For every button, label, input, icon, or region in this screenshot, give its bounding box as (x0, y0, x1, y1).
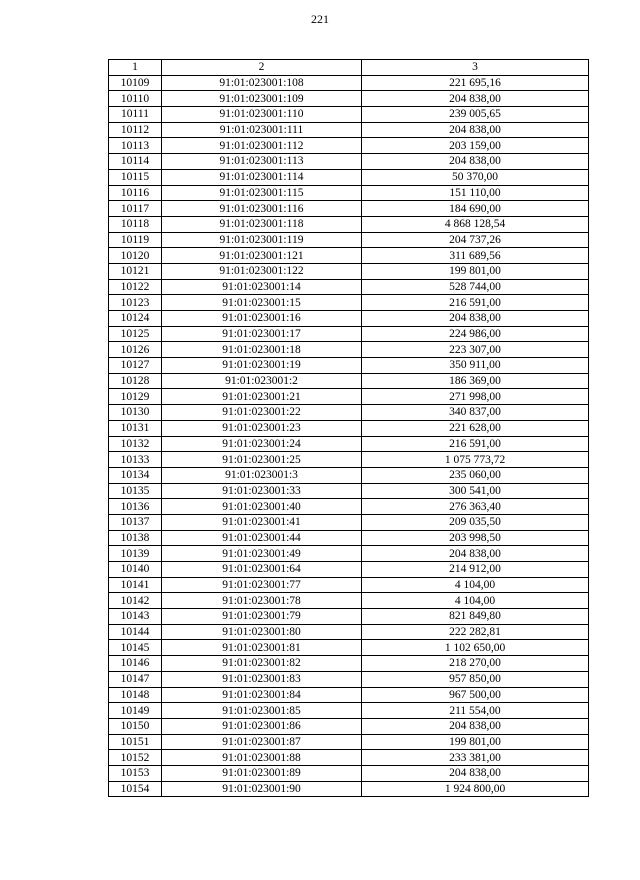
value-cell: 216 591,00 (362, 436, 589, 452)
cadastral-number-cell: 91:01:023001:88 (162, 750, 362, 766)
table-row (109, 122, 589, 138)
table-row (109, 248, 589, 264)
cadastral-number-cell: 91:01:023001:24 (162, 436, 362, 452)
value-cell: 239 005,65 (362, 107, 589, 123)
row-number-cell: 10133 (109, 452, 162, 468)
table-row (109, 75, 589, 91)
row-number-cell: 10137 (109, 514, 162, 530)
cadastral-number-cell: 91:01:023001:2 (162, 373, 362, 389)
value-cell: 271 998,00 (362, 389, 589, 405)
row-number-cell: 10135 (109, 483, 162, 499)
cadastral-number-cell: 91:01:023001:87 (162, 734, 362, 750)
row-number-cell: 10120 (109, 248, 162, 264)
cadastral-number-cell: 91:01:023001:85 (162, 703, 362, 719)
table-row (109, 91, 589, 107)
table-row (109, 514, 589, 530)
row-number-cell: 10123 (109, 295, 162, 311)
value-cell: 233 381,00 (362, 750, 589, 766)
registry-table (108, 59, 589, 797)
cadastral-number-cell: 91:01:023001:44 (162, 530, 362, 546)
value-cell: 204 838,00 (362, 122, 589, 138)
table-row (109, 185, 589, 201)
row-number-cell: 10119 (109, 232, 162, 248)
cadastral-number-cell: 91:01:023001:108 (162, 75, 362, 91)
value-cell: 151 110,00 (362, 185, 589, 201)
row-number-cell: 10124 (109, 311, 162, 327)
value-cell: 204 838,00 (362, 546, 589, 562)
value-cell: 967 500,00 (362, 687, 589, 703)
row-number-cell: 10150 (109, 718, 162, 734)
cadastral-number-cell: 91:01:023001:115 (162, 185, 362, 201)
row-number-cell: 10109 (109, 75, 162, 91)
value-cell: 203 998,50 (362, 530, 589, 546)
column-header-2: 2 (162, 60, 362, 76)
table-row (109, 499, 589, 515)
value-cell: 204 838,00 (362, 765, 589, 781)
cadastral-number-cell: 91:01:023001:114 (162, 169, 362, 185)
cadastral-number-cell: 91:01:023001:17 (162, 326, 362, 342)
table-row (109, 263, 589, 279)
value-cell: 4 104,00 (362, 577, 589, 593)
cadastral-number-cell: 91:01:023001:119 (162, 232, 362, 248)
cadastral-number-cell: 91:01:023001:15 (162, 295, 362, 311)
cadastral-number-cell: 91:01:023001:109 (162, 91, 362, 107)
cadastral-number-cell: 91:01:023001:3 (162, 467, 362, 483)
value-cell: 221 628,00 (362, 420, 589, 436)
row-number-cell: 10149 (109, 703, 162, 719)
cadastral-number-cell: 91:01:023001:122 (162, 263, 362, 279)
row-number-cell: 10141 (109, 577, 162, 593)
table-row (109, 750, 589, 766)
cadastral-number-cell: 91:01:023001:18 (162, 342, 362, 358)
row-number-cell: 10125 (109, 326, 162, 342)
cadastral-number-cell: 91:01:023001:79 (162, 609, 362, 625)
cadastral-number-cell: 91:01:023001:49 (162, 546, 362, 562)
row-number-cell: 10134 (109, 467, 162, 483)
row-number-cell: 10111 (109, 107, 162, 123)
row-number-cell: 10132 (109, 436, 162, 452)
row-number-cell: 10110 (109, 91, 162, 107)
table-row (109, 373, 589, 389)
value-cell: 204 838,00 (362, 154, 589, 170)
row-number-cell: 10126 (109, 342, 162, 358)
table-row (109, 609, 589, 625)
cadastral-number-cell: 91:01:023001:116 (162, 201, 362, 217)
row-number-cell: 10118 (109, 216, 162, 232)
table-row (109, 154, 589, 170)
table-row (109, 201, 589, 217)
table-row (109, 656, 589, 672)
cadastral-number-cell: 91:01:023001:82 (162, 656, 362, 672)
cadastral-number-cell: 91:01:023001:89 (162, 765, 362, 781)
table-row (109, 671, 589, 687)
header-row (109, 60, 589, 76)
row-number-cell: 10130 (109, 405, 162, 421)
table-row (109, 624, 589, 640)
value-cell: 528 744,00 (362, 279, 589, 295)
page-number: 221 (311, 12, 329, 26)
column-header-3: 3 (362, 60, 589, 76)
row-number-cell: 10116 (109, 185, 162, 201)
row-number-cell: 10144 (109, 624, 162, 640)
table-body (109, 75, 589, 797)
table-row (109, 467, 589, 483)
cadastral-number-cell: 91:01:023001:16 (162, 311, 362, 327)
cadastral-number-cell: 91:01:023001:90 (162, 781, 362, 797)
cadastral-number-cell: 91:01:023001:25 (162, 452, 362, 468)
row-number-cell: 10136 (109, 499, 162, 515)
value-cell: 199 801,00 (362, 734, 589, 750)
value-cell: 204 737,26 (362, 232, 589, 248)
row-number-cell: 10145 (109, 640, 162, 656)
cadastral-number-cell: 91:01:023001:64 (162, 562, 362, 578)
value-cell: 184 690,00 (362, 201, 589, 217)
value-cell: 223 307,00 (362, 342, 589, 358)
value-cell: 204 838,00 (362, 311, 589, 327)
table-row (109, 703, 589, 719)
row-number-cell: 10131 (109, 420, 162, 436)
value-cell: 300 541,00 (362, 483, 589, 499)
row-number-cell: 10138 (109, 530, 162, 546)
value-cell: 340 837,00 (362, 405, 589, 421)
cadastral-number-cell: 91:01:023001:81 (162, 640, 362, 656)
row-number-cell: 10143 (109, 609, 162, 625)
row-number-cell: 10117 (109, 201, 162, 217)
row-number-cell: 10153 (109, 765, 162, 781)
value-cell: 957 850,00 (362, 671, 589, 687)
value-cell: 214 912,00 (362, 562, 589, 578)
cadastral-number-cell: 91:01:023001:23 (162, 420, 362, 436)
row-number-cell: 10140 (109, 562, 162, 578)
table-row (109, 593, 589, 609)
value-cell: 186 369,00 (362, 373, 589, 389)
cadastral-number-cell: 91:01:023001:80 (162, 624, 362, 640)
value-cell: 50 370,00 (362, 169, 589, 185)
value-cell: 218 270,00 (362, 656, 589, 672)
row-number-cell: 10154 (109, 781, 162, 797)
cadastral-number-cell: 91:01:023001:40 (162, 499, 362, 515)
value-cell: 221 695,16 (362, 75, 589, 91)
table-row (109, 687, 589, 703)
table-row (109, 169, 589, 185)
cadastral-number-cell: 91:01:023001:19 (162, 358, 362, 374)
value-cell: 224 986,00 (362, 326, 589, 342)
table-row (109, 765, 589, 781)
table-row (109, 562, 589, 578)
table-row (109, 389, 589, 405)
value-cell: 1 075 773,72 (362, 452, 589, 468)
value-cell: 4 868 128,54 (362, 216, 589, 232)
table-row (109, 295, 589, 311)
table-row (109, 420, 589, 436)
cadastral-number-cell: 91:01:023001:78 (162, 593, 362, 609)
table-row (109, 279, 589, 295)
value-cell: 204 838,00 (362, 718, 589, 734)
cadastral-number-cell: 91:01:023001:84 (162, 687, 362, 703)
value-cell: 821 849,80 (362, 609, 589, 625)
row-number-cell: 10148 (109, 687, 162, 703)
row-number-cell: 10142 (109, 593, 162, 609)
row-number-cell: 10114 (109, 154, 162, 170)
cadastral-number-cell: 91:01:023001:33 (162, 483, 362, 499)
row-number-cell: 10113 (109, 138, 162, 154)
cadastral-number-cell: 91:01:023001:112 (162, 138, 362, 154)
cadastral-number-cell: 91:01:023001:86 (162, 718, 362, 734)
row-number-cell: 10127 (109, 358, 162, 374)
table-row (109, 107, 589, 123)
cadastral-number-cell: 91:01:023001:41 (162, 514, 362, 530)
value-cell: 350 911,00 (362, 358, 589, 374)
row-number-cell: 10128 (109, 373, 162, 389)
value-cell: 311 689,56 (362, 248, 589, 264)
value-cell: 203 159,00 (362, 138, 589, 154)
row-number-cell: 10115 (109, 169, 162, 185)
table-row (109, 138, 589, 154)
value-cell: 276 363,40 (362, 499, 589, 515)
cadastral-number-cell: 91:01:023001:21 (162, 389, 362, 405)
value-cell: 222 282,81 (362, 624, 589, 640)
value-cell: 209 035,50 (362, 514, 589, 530)
row-number-cell: 10151 (109, 734, 162, 750)
cadastral-number-cell: 91:01:023001:110 (162, 107, 362, 123)
table-row (109, 216, 589, 232)
cadastral-number-cell: 91:01:023001:77 (162, 577, 362, 593)
table-row (109, 436, 589, 452)
value-cell: 1 924 800,00 (362, 781, 589, 797)
row-number-cell: 10129 (109, 389, 162, 405)
table-row (109, 232, 589, 248)
table-row (109, 734, 589, 750)
value-cell: 1 102 650,00 (362, 640, 589, 656)
cadastral-number-cell: 91:01:023001:113 (162, 154, 362, 170)
row-number-cell: 10146 (109, 656, 162, 672)
table-row (109, 530, 589, 546)
cadastral-number-cell: 91:01:023001:118 (162, 216, 362, 232)
row-number-cell: 10147 (109, 671, 162, 687)
table-row (109, 326, 589, 342)
row-number-cell: 10112 (109, 122, 162, 138)
cadastral-number-cell: 91:01:023001:22 (162, 405, 362, 421)
cadastral-number-cell: 91:01:023001:14 (162, 279, 362, 295)
value-cell: 211 554,00 (362, 703, 589, 719)
table-row (109, 781, 589, 797)
table-row (109, 311, 589, 327)
table-row (109, 718, 589, 734)
table-row (109, 452, 589, 468)
value-cell: 199 801,00 (362, 263, 589, 279)
value-cell: 235 060,00 (362, 467, 589, 483)
table-header (109, 60, 589, 76)
table-row (109, 358, 589, 374)
table-row (109, 342, 589, 358)
row-number-cell: 10122 (109, 279, 162, 295)
column-header-1: 1 (109, 60, 162, 76)
value-cell: 4 104,00 (362, 593, 589, 609)
row-number-cell: 10121 (109, 263, 162, 279)
row-number-cell: 10139 (109, 546, 162, 562)
table-row (109, 640, 589, 656)
table-row (109, 483, 589, 499)
table-row (109, 546, 589, 562)
cadastral-number-cell: 91:01:023001:121 (162, 248, 362, 264)
value-cell: 204 838,00 (362, 91, 589, 107)
table-row (109, 577, 589, 593)
cadastral-number-cell: 91:01:023001:111 (162, 122, 362, 138)
value-cell: 216 591,00 (362, 295, 589, 311)
table-row (109, 405, 589, 421)
cadastral-number-cell: 91:01:023001:83 (162, 671, 362, 687)
row-number-cell: 10152 (109, 750, 162, 766)
